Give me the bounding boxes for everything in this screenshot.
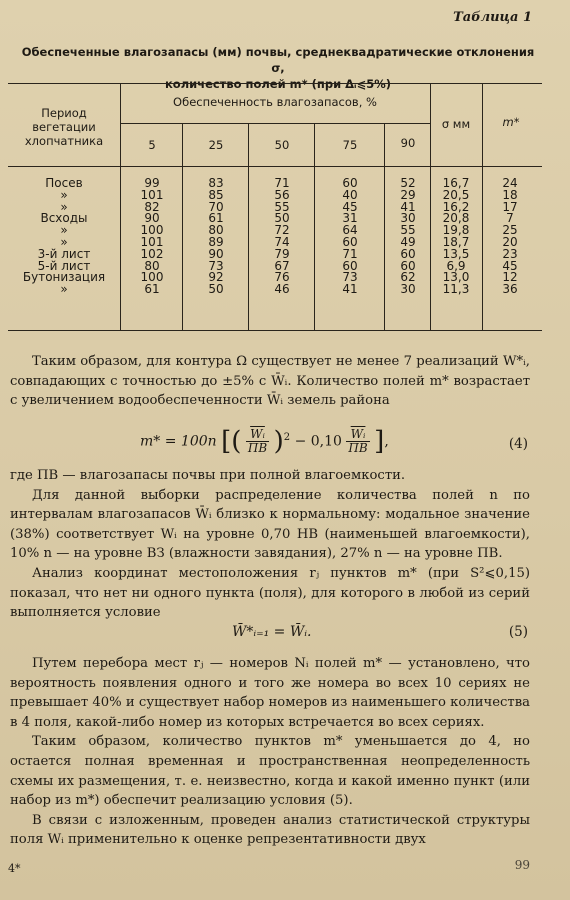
cell: 30 [400, 211, 416, 226]
header-sigma: σ мм [441, 117, 471, 131]
cell: 60 [400, 246, 416, 261]
cell: 60 [400, 258, 416, 273]
header-period: Период вегетации хлопчатника [24, 106, 104, 148]
cell: 20,8 [442, 211, 470, 226]
column-p90 [388, 178, 428, 296]
cell: 41 [342, 282, 358, 297]
cell: 92 [208, 270, 224, 285]
cell: Посев [45, 176, 83, 190]
column-sigma [434, 178, 478, 296]
cell: 72 [274, 223, 290, 238]
cell: 70 [208, 199, 224, 214]
cell: 46 [274, 282, 290, 297]
cell: 61 [208, 211, 224, 226]
cell: 13,0 [442, 270, 470, 285]
col-divider [314, 124, 315, 330]
cell: 6,9 [446, 258, 466, 273]
cell: 85 [208, 187, 224, 202]
header-p75: 75 [342, 138, 358, 152]
equation-number-4: (4) [508, 436, 528, 452]
cell: 67 [274, 258, 290, 273]
fraction [346, 428, 369, 455]
col-divider [384, 124, 385, 330]
table-label: Таблица 1 [453, 10, 532, 25]
page-number: 99 [514, 858, 530, 872]
col-divider [430, 84, 431, 330]
cell: 82 [144, 199, 160, 214]
table-top-rule [8, 83, 542, 84]
equation-number-5: (5) [508, 624, 528, 640]
cell: 90 [208, 246, 224, 261]
table-bottom-rule [8, 330, 542, 331]
cell: 55 [274, 199, 290, 214]
cell: 13,5 [442, 246, 470, 261]
cell: 102 [140, 246, 164, 261]
cell: 101 [140, 187, 164, 202]
cell: 23 [502, 246, 518, 261]
header-p5: 5 [148, 138, 156, 152]
formula-5: W̄*ᵢ₌₁ = W̄ᵢ. [232, 624, 312, 640]
col-divider [482, 84, 483, 330]
cell: 16,2 [442, 199, 470, 214]
cell: 18 [502, 187, 518, 202]
header-p90: 90 [400, 136, 416, 150]
cell: 50 [274, 211, 290, 226]
cell: 18,7 [442, 234, 470, 249]
formula-4: m* = 100n [( $\frac{\overline{Wᵢ}}{ПВ}$ )$^2$ − 0,10 $\frac{\overline{Wᵢ}}{ПВ}$ ], [140, 426, 389, 457]
paragraph: Таким образом, для контура Ω существует не менее 7 реализаций W*ᵢ, совпадающих с точностью до ±5% с W̄ᵢ. Количество полей m* возрастает с увеличением водообеспеченности W̄ᵢ земель района [10, 354, 530, 409]
table-header-rule [8, 166, 542, 167]
column-m [488, 178, 532, 296]
cell: 79 [274, 246, 290, 261]
column-p75 [318, 178, 382, 296]
cell: » [60, 282, 68, 297]
cell: 60 [342, 176, 358, 190]
signature-mark: 4* [8, 862, 21, 875]
cell: 11,3 [442, 282, 470, 297]
column-p50 [252, 178, 312, 296]
cell: 99 [144, 176, 160, 190]
fraction-numerator: $\overline{Wᵢ}$ [246, 428, 269, 442]
formula-lhs: m* = 100n [140, 433, 217, 450]
table-caption [18, 44, 538, 92]
cell: 71 [342, 246, 358, 261]
header-m: m* [502, 115, 520, 129]
caption-line-2: количество полей m* (при Δᵢ⩽5%) [164, 77, 391, 91]
cell: 100 [140, 223, 164, 238]
col-divider [182, 124, 183, 330]
cell: 74 [274, 234, 290, 249]
fraction-numerator: $\overline{Wᵢ}$ [346, 428, 369, 442]
column-p5 [124, 178, 180, 296]
paragraph: Для данной выборки распределение количества полей n по интервалам влагозапасов W̄ᵢ близко к нормальному: модальное значение (38%) соответствует Wᵢ на уровне 0,70 НВ (наименьшей влагоемкости), 10% n — на уровне ВЗ (влажности завядания), 27% n — на уровне ПВ. [10, 487, 530, 562]
caption-line-1: Обеспеченные влагозапасы (мм) почвы, среднеквадратические отклонения σ, [21, 45, 535, 75]
cell: » [60, 223, 68, 238]
body-text [10, 466, 530, 623]
cell: 19,8 [442, 223, 470, 238]
header-p50: 50 [274, 138, 290, 152]
cell: 7 [506, 211, 514, 226]
cell: » [60, 187, 68, 202]
cell: 52 [400, 176, 416, 190]
cell: 5-й лист [37, 258, 91, 273]
body-text [10, 654, 530, 850]
header-provision: Обеспеченность влагозапасов, % [173, 95, 377, 109]
cell: 80 [144, 258, 160, 273]
cell: 40 [342, 187, 358, 202]
cell: 31 [342, 211, 358, 226]
fraction-denominator: ПВ [348, 441, 368, 455]
cell: 41 [400, 199, 416, 214]
cell: 73 [208, 258, 224, 273]
cell: 64 [342, 223, 358, 238]
cell: 76 [274, 270, 290, 285]
cell: 56 [274, 187, 290, 202]
cell: 20,5 [442, 187, 470, 202]
col-divider [120, 84, 121, 330]
cell: 17 [502, 199, 518, 214]
cell: » [60, 199, 68, 214]
paragraph: Путем перебора мест rⱼ — номеров Nᵢ полей m* — установлено, что вероятность появления одного и того же номера во всех 10 сериях не превышает 40% и существует набор номеров из наименьшего количества в 4 поля, какой-либо номер из которых встречается во всех сериях. [10, 656, 530, 730]
cell: 30 [400, 282, 416, 297]
paragraph: В связи с изложенным, проведен анализ статистической структуры поля Wᵢ применительно к оценке репрезентативности двух [10, 812, 530, 848]
fraction-denominator: ПВ [247, 441, 268, 455]
paragraph: Анализ координат местоположения rⱼ пунктов m* (при S²⩽0,15) показал, что нет ни одного пункта (поля), для которого в любой из серий выполняется условие [10, 565, 530, 621]
cell: » [60, 234, 68, 249]
cell: 89 [208, 234, 224, 249]
cell: Всходы [40, 211, 88, 226]
formula-mid: − 0,10 [294, 433, 342, 450]
paragraph: Таким образом, количество пунктов m* уменьшается до 4, но остается полная временная и пространственная неопределенность схемы их размещения, т. е. неизвестно, когда и какой именно пункт (или набор из m*) обеспечит реализацию условия (5). [10, 734, 530, 809]
column-period [14, 178, 114, 296]
cell: 50 [208, 282, 224, 297]
paragraph: где ПВ — влагозапасы почвы при полной влагоемкости. [10, 468, 406, 483]
column-p25 [186, 178, 246, 296]
cell: 90 [144, 211, 160, 226]
cell: 71 [274, 176, 290, 190]
cell: 101 [140, 234, 164, 249]
cell: 55 [400, 223, 416, 238]
cell: 73 [342, 270, 358, 285]
cell: 24 [502, 176, 518, 190]
cell: 49 [400, 234, 416, 249]
cell: 29 [400, 187, 416, 202]
cell: 60 [342, 234, 358, 249]
cell: 20 [502, 234, 518, 249]
cell: 3-й лист [37, 246, 91, 261]
cell: 36 [502, 282, 518, 297]
header-p25: 25 [208, 138, 224, 152]
cell: 45 [502, 258, 518, 273]
cell: 83 [208, 176, 224, 190]
cell: 60 [342, 258, 358, 273]
cell: 61 [144, 282, 160, 297]
fraction [246, 428, 269, 455]
cell: 12 [502, 270, 518, 285]
col-divider [248, 124, 249, 330]
cell: 80 [208, 223, 224, 238]
cell: 100 [140, 270, 164, 285]
cell: Бутонизация [22, 270, 106, 285]
cell: 62 [400, 270, 416, 285]
cell: 25 [502, 223, 518, 238]
body-text [10, 352, 530, 411]
cell: 45 [342, 199, 358, 214]
cell: 16,7 [442, 176, 470, 190]
